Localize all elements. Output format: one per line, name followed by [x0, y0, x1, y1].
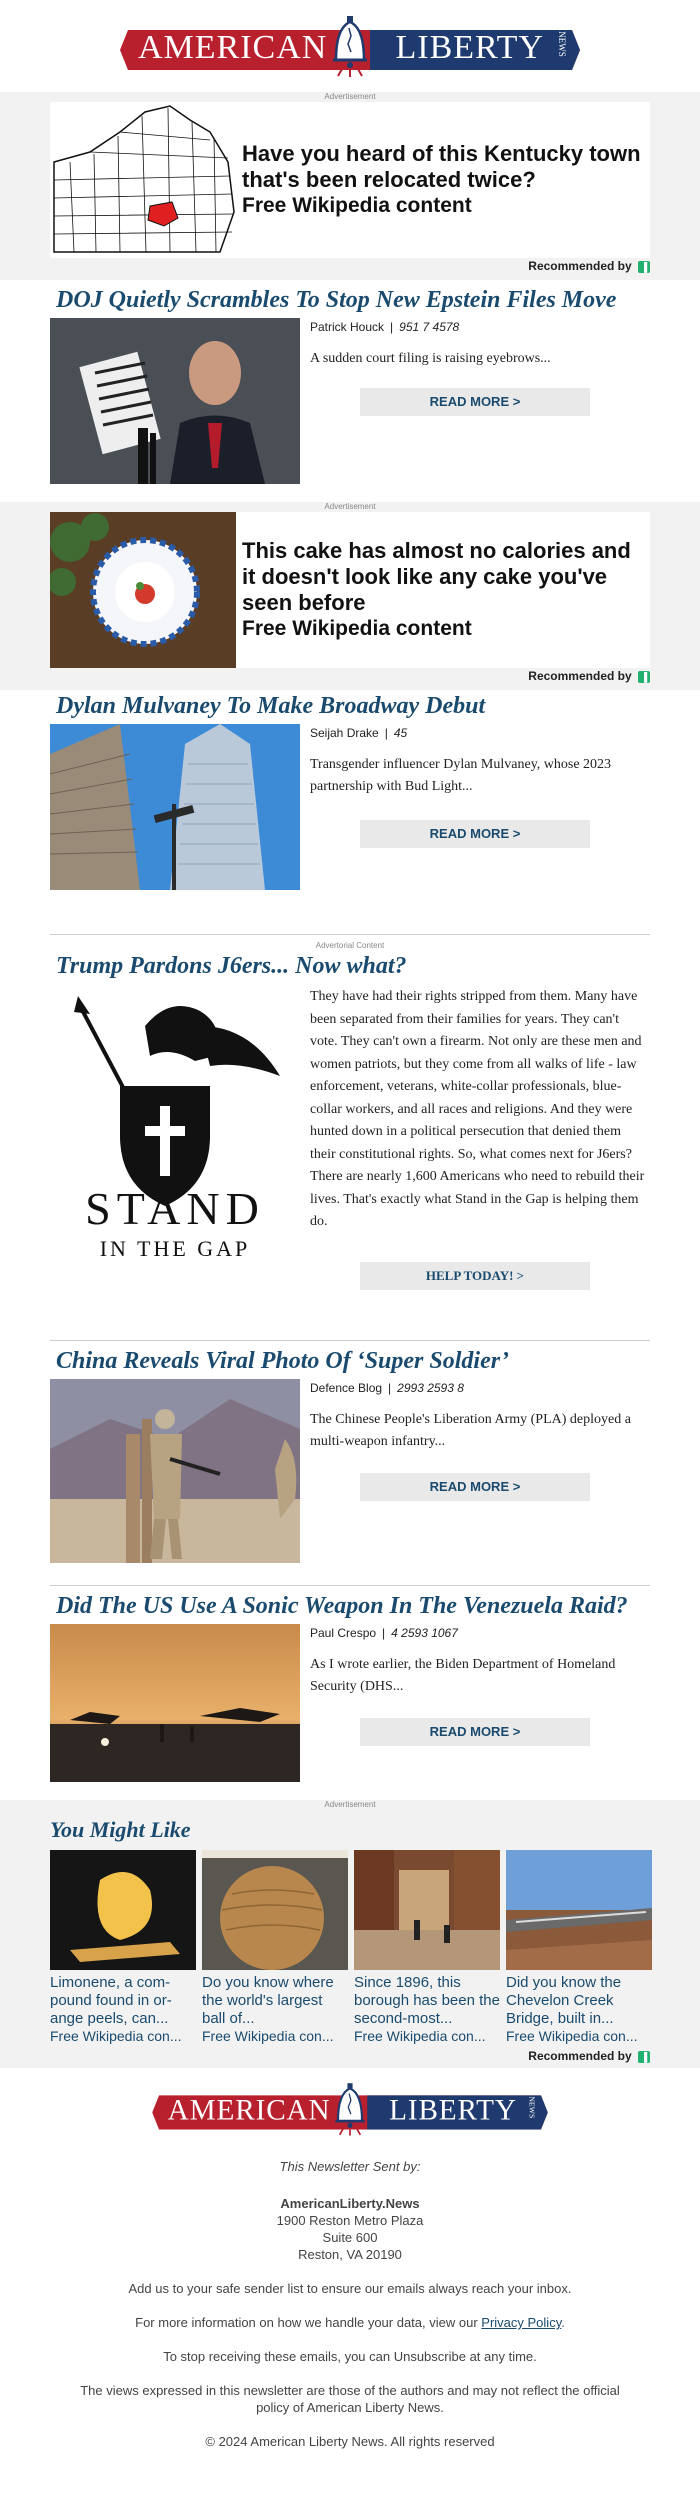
advertorial-body: [300, 986, 650, 1316]
article-title[interactable]: DOJ Quietly Scrambles To Stop New Epstein Files Move: [56, 287, 617, 313]
article-image[interactable]: [50, 318, 300, 484]
recommendation-grid: [50, 1850, 650, 2044]
author[interactable]: Seijah Drake: [310, 726, 379, 740]
recommendation-card[interactable]: [354, 1850, 500, 2044]
recommended-by-label: Recommended by: [528, 2049, 632, 2063]
view-count: 4 2593 1067: [391, 1626, 458, 1640]
ball-image: [202, 1850, 348, 1970]
advertorial: [0, 941, 700, 1316]
recommendation-source: Free Wikipedia con...: [354, 2028, 486, 2044]
recommender-logo-icon: ▐: [638, 2051, 650, 2063]
recommendation-card[interactable]: [202, 1850, 348, 2044]
article-3: [0, 1345, 700, 1563]
logo-text-left: AMERICAN: [167, 2094, 331, 2127]
author[interactable]: Patrick Houck: [310, 320, 385, 334]
recommendation-text: Since 1896, this borough has been the second-most...: [354, 1974, 500, 2027]
brand-logo[interactable]: [120, 14, 580, 78]
address-line-3: Reston, VA 20190: [298, 2247, 402, 2262]
stand-in-the-gap-logo[interactable]: [50, 986, 300, 1316]
byline: Paul Crespo | 4 2593 1067: [310, 1626, 458, 1640]
orange-peel-image: [50, 1850, 196, 1970]
article-title[interactable]: China Reveals Viral Photo Of ‘Super Soldier’: [56, 1348, 509, 1374]
liberty-bell-icon: [328, 14, 372, 78]
article-image[interactable]: [50, 724, 300, 890]
excerpt: A sudden court filing is raising eyebrows...: [310, 351, 551, 366]
recommendation-source: Free Wikipedia con...: [202, 2028, 334, 2044]
author[interactable]: Defence Blog: [310, 1381, 383, 1395]
logo-word-gap: IN THE GAP: [99, 1236, 251, 1261]
article-title[interactable]: Did The US Use A Sonic Weapon In The Venezuela Raid?: [56, 1593, 628, 1619]
copyright: © 2024 American Liberty News. All rights reserved: [205, 2434, 495, 2449]
address-line-1: 1900 Reston Metro Plaza: [276, 2213, 424, 2228]
article-1: [0, 280, 700, 484]
ad-headline[interactable]: Have you heard of this Kentucky town that's been relocated twice?: [242, 141, 641, 192]
ad-label: Advertisement: [324, 92, 376, 101]
view-count: 45: [393, 726, 408, 740]
article-body: [300, 1379, 650, 1563]
safe-sender-note: Add us to your safe sender list to ensure our emails always reach your inbox.: [128, 2281, 572, 2296]
article-2: [0, 690, 700, 890]
view-count: 951 7 4578: [399, 320, 460, 334]
excerpt: Transgender influencer Dylan Mulvaney, whose 2023 partnership with Bud Light...: [310, 757, 612, 794]
disclaimer: The views expressed in this newsletter are those of the authors and may not reflect the official policy of American Liberty News.: [80, 2383, 620, 2415]
recommended-by[interactable]: [0, 668, 700, 684]
article-image[interactable]: [50, 1624, 300, 1782]
map-icon: [50, 102, 236, 258]
recommender-logo-icon: ▐: [638, 671, 650, 683]
recommended-by-label: Recommended by: [528, 669, 632, 683]
ad-block-1: [0, 92, 700, 280]
byline: Seijah Drake | 45: [310, 726, 408, 740]
logo-tag: NEWS: [527, 2096, 536, 2119]
recommendation-text: Do you know where the world's largest ball of...: [202, 1974, 334, 2027]
recommendation-source: Free Wikipedia con...: [50, 2028, 182, 2044]
recommendation-card[interactable]: [506, 1850, 652, 2044]
excerpt: As I wrote earlier, the Biden Department of Homeland Security (DHS...: [310, 1657, 616, 1694]
privacy-prefix: For more information on how we handle your data, view our: [135, 2315, 478, 2330]
author[interactable]: Paul Crespo: [310, 1626, 377, 1640]
article-4: [0, 1590, 700, 1782]
bridge-image: [506, 1850, 652, 1970]
logo-word-stand: STAND: [85, 1183, 265, 1234]
header: [0, 0, 700, 92]
address-line-2: Suite 600: [322, 2230, 378, 2245]
view-count: 2993 2593 8: [397, 1381, 464, 1395]
logo-text-right: LIBERTY: [395, 29, 544, 66]
footer: [0, 2158, 700, 2450]
article-title[interactable]: Dylan Mulvaney To Make Broadway Debut: [56, 693, 486, 719]
help-today-button[interactable]: HELP TODAY! >: [360, 1262, 590, 1290]
article-row: [50, 1624, 650, 1782]
byline: Patrick Houck | 951 7 4578: [310, 320, 460, 334]
liberty-bell-icon: [331, 2081, 369, 2136]
cake-plate-icon: [50, 512, 236, 668]
recommendation-text: Did you know the Chevelon Creek Bridge, built in...: [506, 1974, 622, 2027]
article-row: [50, 318, 650, 484]
article-image[interactable]: [50, 1379, 300, 1563]
recommendation-text: Limonene, a com-pound found in or-ange peels, can...: [50, 1974, 172, 2027]
privacy-note: For more information on how we handle your data, view our Privacy Policy.: [135, 2315, 565, 2330]
unsubscribe-note[interactable]: To stop receiving these emails, you can Unsubscribe at any time.: [163, 2349, 537, 2364]
article-body: [300, 318, 650, 484]
article-row: [50, 1379, 650, 1563]
privacy-policy-link[interactable]: Privacy Policy: [481, 2315, 562, 2330]
byline: Defence Blog | 2993 2593 8: [310, 1381, 464, 1395]
ad-card[interactable]: [50, 102, 650, 258]
article-row: [50, 724, 650, 890]
recommended-by[interactable]: [0, 258, 700, 274]
read-more-button[interactable]: READ MORE >: [360, 388, 590, 416]
advertorial-label: Advertorial Content: [315, 941, 385, 950]
recommended-by[interactable]: [0, 2048, 700, 2064]
ad-label: Advertisement: [324, 502, 376, 511]
ad-headline[interactable]: This cake has almost no calories and it doesn't look like any cake you've seen before: [242, 538, 631, 615]
you-might-like: [0, 1800, 700, 2068]
footer-brand-logo[interactable]: [152, 2081, 548, 2136]
logo-text-right: LIBERTY: [389, 2094, 517, 2127]
sent-by: This Newsletter Sent by:: [279, 2159, 421, 2174]
excerpt: The Chinese People's Liberation Army (PLA) deployed a multi-weapon infantry...: [310, 1412, 631, 1449]
logo-tag: NEWS: [556, 31, 567, 57]
article-body: [300, 724, 650, 890]
recommendation-card[interactable]: [50, 1850, 196, 2044]
article-body: [300, 1624, 650, 1782]
ad-block-2: [0, 502, 700, 690]
advertorial-title[interactable]: Trump Pardons J6ers... Now what?: [56, 953, 407, 979]
you-might-like-title: You Might Like: [50, 1817, 191, 1842]
ad-source: Free Wikipedia content: [242, 617, 472, 640]
ad-label: Advertisement: [324, 1800, 376, 1809]
ad-text: [236, 141, 650, 219]
read-more-button[interactable]: READ MORE >: [360, 1473, 590, 1501]
footer-logo-wrap: [0, 2068, 700, 2150]
ad-source: Free Wikipedia content: [242, 194, 472, 217]
advertorial-row: [50, 986, 650, 1316]
advertorial-text: They have had their rights stripped from them. Many have been separated from their families for years. They can't vote. They can't own a firearm. Not only are these men and women patriots, but they come from all walks of life - law enforcement, veterans, white-collar professionals, blue-collar workers, and all races and religions. And they were hunted down in a political persecution that denied them their constitutional rights. So, what comes next for J6ers? There are nearly 1,600 Americans who need to rebuild their lives. That's exactly what Stand in the Gap is helping them do.: [310, 989, 645, 1229]
org-name: AmericanLiberty.News: [280, 2196, 420, 2211]
recommendation-source: Free Wikipedia con...: [506, 2028, 638, 2044]
read-more-button[interactable]: READ MORE >: [360, 820, 590, 848]
recommender-logo-icon: ▐: [638, 261, 650, 273]
recommended-by-label: Recommended by: [528, 259, 632, 273]
ad-text: [236, 538, 650, 642]
borough-image: [354, 1850, 500, 1970]
ad-card[interactable]: [50, 512, 650, 668]
read-more-button[interactable]: READ MORE >: [360, 1718, 590, 1746]
logo-text-left: AMERICAN: [138, 29, 328, 66]
divider: [50, 934, 650, 935]
